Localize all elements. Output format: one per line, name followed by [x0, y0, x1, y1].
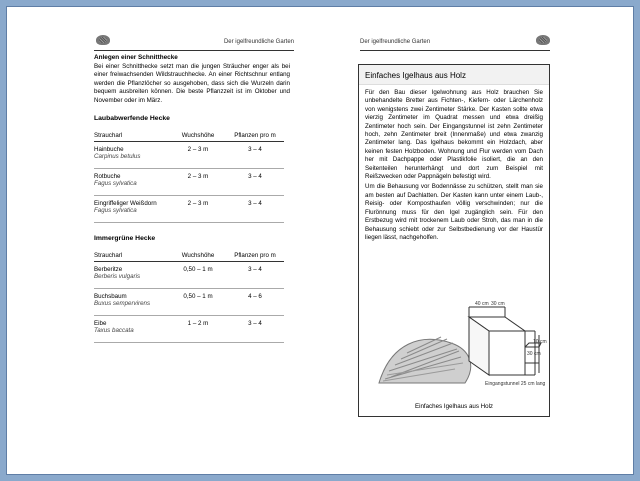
running-head-right: Der igelfreundliche Garten [360, 39, 550, 51]
table-header-pflanzen-pro-m: Pflanzen pro m [234, 132, 276, 140]
plant-name: Berberitze [94, 266, 123, 274]
table-header-row [94, 130, 284, 142]
plant-name: Eingriffeliger Weißdorn [94, 200, 157, 208]
plant-per-m: 3 – 4 [248, 146, 262, 154]
table-row [94, 196, 284, 223]
section-title-laubabwerfende: Laubabwerfende Hecke [94, 115, 170, 123]
table-header-strauchart: Straucharl [94, 252, 123, 260]
plant-latin: Fagus sylvatica [94, 180, 137, 188]
plant-per-m: 3 – 4 [248, 173, 262, 181]
plant-per-m: 4 – 6 [248, 293, 262, 301]
plant-height: 1 – 2 m [187, 320, 209, 328]
info-box-title: Einfaches Igelhaus aus Holz [359, 65, 549, 85]
dim-30cm-right: 30 cm [527, 351, 541, 357]
plant-latin: Buxus sempervirens [94, 300, 151, 308]
plant-height: 2 – 3 m [187, 146, 209, 154]
plant-name: Eibe [94, 320, 107, 328]
intro-heading: Anlegen einer Schnitthecke [94, 54, 178, 61]
table-header-strauchart: Straucharl [94, 132, 123, 140]
plant-name: Hainbuche [94, 146, 124, 154]
plant-name: Rotbuche [94, 173, 121, 181]
table-header-pflanzen-pro-m: Pflanzen pro m [234, 252, 276, 260]
info-box-text: Für den Bau dieser Igelwohnung aus Holz brauchen Sie unbehandelte Bretter aus Fichten-, Kiefern- oder Lärchenholz von wenigstens zwei Zentimeter Stärke. Der Kasten sollte etwa vierzig Zentimeter im Quadrat messen und etwa dreißig Zentimeter hoch sein. Der Eingangstunnel ist zehn Zentimeter hoch, zehn Zentimeter breit (Innenmaße) und etwa zwanzig Zentimeter lang. Das Igelhaus bekommt ein Holzdach, aber keinen festen Holzboden. Wohnung und Flur werden vom Dach her mit Dachpappe oder Plastikfolie isoliert, die an den Seitenteilen herunterhängt und dort zum Beispiel mit Reißzwecken oder Pappnägeln befestigt wird. [365, 89, 543, 181]
info-box-igelhaus [358, 64, 550, 417]
table-row [94, 289, 284, 316]
plant-latin: Fagus sylvatica [94, 207, 137, 215]
plant-latin: Berberis vulgaris [94, 273, 141, 281]
dim-30cm: 30 cm [491, 301, 505, 307]
table-row [94, 142, 284, 169]
plant-per-m: 3 – 4 [248, 200, 262, 208]
plant-latin: Carpinus betulus [94, 153, 141, 161]
intro-text: Bei einer Schnitthecke setzt man die jungen Sträucher enger als bei einer freiwachsenden Wildstrauchhecke. An einer Richtschnur entlang werden die Pflanzlöcher so ausgehoben, dass sich die Wurzeln darin bequem ausbreiten können. Die beste Pflanzzeit ist im Oktober und November oder im März. [94, 63, 290, 104]
plant-per-m: 3 – 4 [248, 320, 262, 328]
hedgehog-icon [536, 35, 550, 45]
plant-height: 0,50 – 1 m [183, 266, 213, 274]
running-head-left: Der igelfreundliche Garten [94, 39, 294, 51]
figure-caption: Einfaches Igelhaus aus Holz [414, 403, 494, 410]
dim-10cm: 10 cm [533, 339, 547, 345]
table-header-wuchshoehe: Wuchshöhe [181, 132, 215, 140]
table-row [94, 169, 284, 196]
plant-height: 2 – 3 m [187, 200, 209, 208]
table-immergruene [94, 250, 284, 343]
plant-per-m: 3 – 4 [248, 266, 262, 274]
left-page-content [94, 54, 290, 343]
info-box-text-2: Um die Behausung vor Bodennässe zu schützen, stellt man sie am besten auf Dachlatten. Der Kasten kann unter einem Laub-, Reisig- oder Komposthaufen völlig verschwinden; nur die Flurönnung muss für den Igel zugänglich sein. Für den Erstbezug wird mit trockenem Laub oder Stroh, das man in die Behausung schiebt oder zur Selbstbedienung vor der Haustür liegen lässt, nachgeholfen. [365, 183, 543, 241]
table-row [94, 262, 284, 289]
house-diagram [469, 301, 547, 387]
plant-height: 0,50 – 1 m [183, 293, 213, 301]
table-header-row [94, 250, 284, 262]
table-laubabwerfende [94, 130, 284, 223]
plant-name: Buchsbaum [94, 293, 127, 301]
dim-40cm-left: 40 cm [475, 301, 489, 307]
plant-latin: Taxus baccata [94, 327, 134, 335]
section-title-immergruene: Immergrüne Hecke [94, 235, 156, 243]
plant-height: 2 – 3 m [187, 173, 209, 181]
igelhaus-illustration [367, 285, 547, 405]
straw-pile-illustration [379, 337, 471, 383]
entrance-label: Eingangstunnel 25 cm lang [485, 381, 546, 387]
table-header-wuchshoehe: Wuchshöhe [181, 252, 215, 260]
table-row [94, 316, 284, 343]
